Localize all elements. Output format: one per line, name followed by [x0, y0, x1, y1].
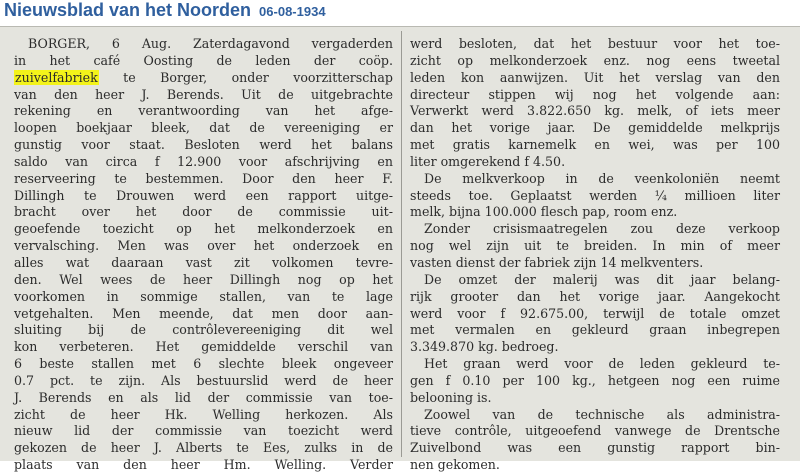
- article-line: in het café Oosting de leden der coöp.: [14, 52, 393, 68]
- article-line: gekozen de heer J. Alberts te Ees, zulks in de: [14, 440, 393, 456]
- article-line: De omzet der malerij was dit jaar belang-: [424, 271, 780, 287]
- article-line: voorkomen in sommige stallen, van te lage: [14, 288, 393, 304]
- newspaper-clipping: [0, 26, 800, 473]
- column-divider: [401, 31, 402, 457]
- article-line: Zoowel van de technische als administra-: [424, 406, 780, 422]
- article-line: directeur stippen wij nog het volgende aan:: [410, 86, 780, 102]
- article-line: tieve contrôle, uitgeoefend vanwege de Drentsche: [410, 423, 780, 439]
- article-line: gen f 0.10 per 100 kg., hetgeen nog een ruime: [410, 372, 780, 388]
- article-line: nog wel zijn uit te breiden. In min of meer: [410, 238, 780, 254]
- article-line: 0.7 pct. te zijn. Als bestuurslid werd de heer: [14, 372, 393, 388]
- article-line: steeds toe. Geplaatst werden ¼ millioen liter: [410, 187, 780, 203]
- publication-date: 06-08-1934: [259, 4, 326, 19]
- article-line: sluiting bij de contrôlevereeniging dit wel: [14, 322, 393, 338]
- article-line-text: te Borger, onder voorzitterschap: [98, 69, 393, 85]
- article-line: den. Wel wees de heer Dillingh nog op het: [14, 271, 393, 287]
- article-line: met vermalen en gekleurd graan inbegrepen: [410, 322, 780, 338]
- highlighted-search-term: zuivelfabriek: [15, 69, 98, 85]
- article-line: plaats van den heer Hm. Welling. Verder: [14, 457, 393, 473]
- article-line: [14, 70, 393, 87]
- article-line: belooning is.: [410, 389, 492, 405]
- article-line: Zonder crisismaatregelen zou deze verkoop: [424, 221, 780, 237]
- article-line: liter omgerekend f 4.50.: [410, 153, 566, 169]
- article-line: geoefende toezicht op het melkonderzoek en: [14, 221, 393, 237]
- article-line: vervalsching. Men was over het onderzoek en: [14, 238, 393, 254]
- article-line: met gratis karnemelk en wei, was per 100: [410, 137, 780, 153]
- article-line: dan het vorige jaar. De gemiddelde melkprijs: [410, 120, 780, 136]
- article-line: nieuw lid der commissie van toezicht werd: [14, 423, 393, 439]
- article-line: loopen boekjaar bleek, dat de vereeniging er: [14, 120, 393, 136]
- article-line: nen gekomen.: [410, 457, 500, 473]
- article-line: werd voor f 92.675.00, terwijl de totale omzet: [410, 305, 780, 321]
- article-right-column: [410, 36, 780, 474]
- article-line: van den heer J. Berends. Uit de uitgebrachte: [14, 86, 393, 102]
- article-line: vetgehalten. Men meende, dat men door aan-: [14, 305, 393, 321]
- article-line: rekening en verantwoording van het afge-: [14, 103, 393, 119]
- article-line: werd besloten, dat het bestuur voor het toe-: [410, 36, 780, 51]
- article-line: alles wat daaraan vast zit volkomen tevre-: [14, 254, 393, 270]
- article-line: leden kon aanwijzen. Uit het verslag van den: [410, 69, 780, 85]
- article-line: reserveering te bestemmen. Door den heer F.: [14, 170, 393, 186]
- article-line: De melkverkoop in de veenkoloniën neemt: [424, 170, 780, 186]
- article-line: 6 beste stallen met 6 slechte bleek ongeveer: [14, 356, 393, 372]
- article-line: Het graan werd voor de leden gekleurd te-: [424, 356, 780, 372]
- article-line: Verwerkt werd 3.822.650 kg. melk, of iets meer: [410, 103, 780, 119]
- article-line: zicht op melkonderzoek enz. nog eens tweetal: [410, 52, 780, 68]
- article-line: rijk grooter dan het vorige jaar. Aangekocht: [410, 288, 780, 304]
- article-line: Zuivelbond was een gunstig rapport bin-: [410, 440, 780, 456]
- article-line: Dillingh te Drouwen werd een rapport uitge-: [14, 187, 393, 203]
- article-line: kon verbeteren. Het gemiddelde verschil van: [14, 339, 393, 355]
- article-line: BORGER, 6 Aug. Zaterdagavond vergaderden: [28, 36, 393, 51]
- article-line: vasten dienst der fabriek zijn 14 melkventers.: [410, 254, 704, 270]
- newspaper-title: Nieuwsblad van het Noorden: [4, 0, 252, 20]
- article-line: melk, bijna 100.000 flesch pap, room enz.: [410, 204, 678, 220]
- newspaper-header: [4, 0, 326, 24]
- article-line: 3.349.870 kg. bedroeg.: [410, 339, 559, 355]
- article-line: bracht over het door de commissie uit-: [14, 204, 393, 220]
- article-line: J. Berends en als lid der commissie van toe-: [14, 389, 393, 405]
- article-line: gunstig voor staat. Besloten werd het balans: [14, 137, 393, 153]
- article-line: zicht de heer Hk. Welling herkozen. Als: [14, 406, 393, 422]
- article-line: saldo van circa f 12.900 voor afschrijving en: [14, 153, 393, 169]
- article-left-column: [14, 36, 393, 474]
